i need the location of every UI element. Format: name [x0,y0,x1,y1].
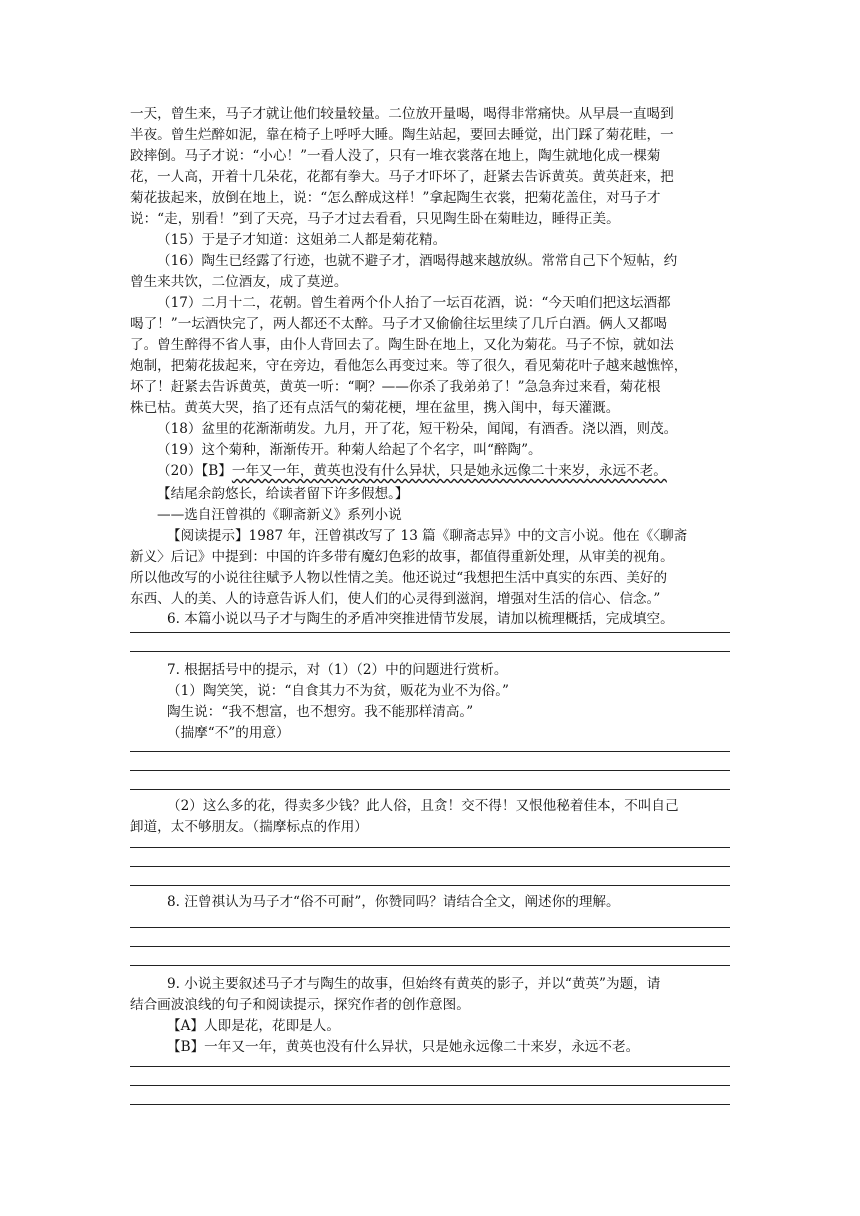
story-line: 坏了！赶紧去告诉黄英，黄英一听：“啊？——你杀了我弟弟了！”急急奔过来看，菊花根 [130,379,661,395]
reading-tip-line: 东西、人的美、人的诗意告诉人们，使人们的心灵得到滋润，增强对生活的信心、信念。” [130,591,661,607]
answer-line[interactable] [130,866,730,867]
reading-tip-line: 所以他改写的小说往往赋予人物以性情之美。他还说过“我想把生活中真实的东西、美好的 [130,570,668,586]
answer-line[interactable] [130,1085,730,1086]
question-8: 8. 汪曾祺认为马子才“俗不可耐”，你赞同吗？请结合全文，阐述你的理解。 [167,894,620,910]
story-line: 炮制，把菊花拔起来，守在旁边，看他怎么再变过来。等了很久，看见菊花叶子越来越憔悴， [130,358,688,374]
paragraph-19: （19）这个菊种，渐渐传开。种菊人给起了个名字，叫“醉陶”。 [157,442,542,458]
story-line: 了。曾生醉得不省人事，由仆人背回去了。陶生卧在地上，又化为菊花。马子不惊，就如法 [130,337,674,353]
answer-line[interactable] [130,965,730,966]
answer-line[interactable] [130,770,730,771]
story-line: 花，一人高，开着十几朵花，花都有拳大。马子才吓坏了，赶紧去告诉黄英。黄英赶来，把 [130,169,674,185]
question-9-item-a: 【A】人即是花，花即是人。 [167,1018,340,1034]
question-7-1-quote: 陶生说：“我不想富，也不想穷。我不能那样清高。” [167,704,474,720]
question-9: 结合画波浪线的句子和阅读提示，探究作者的创作意图。 [130,997,470,1013]
paragraph-20-marker: （20）【B】 [157,463,232,479]
story-line: 半夜。曾生烂醉如泥，靠在椅子上呼呼大睡。陶生站起，要回去睡觉，出门踩了菊花畦，一 [130,127,674,143]
question-6: 6. 本篇小说以马子才与陶生的矛盾冲突推进情节发展，请加以梳理概括，完成填空。 [167,611,674,627]
question-9: 9. 小说主要叙述马子才与陶生的故事，但始终有黄英的影子，并以“黄英”为题，请 [167,976,661,992]
question-7-2: 卸道，太不够朋友。（揣摩标点的作用） [130,819,368,835]
source-citation: ——选自汪曾祺的《聊斋新义》系列小说 [157,507,402,523]
answer-line[interactable] [130,751,730,752]
question-7-2: （2）这么多的花，得卖多少钱？此人俗，且贪！交不得！又恨他秘着佳本，不叫自己 [167,798,679,814]
ending-note: 【结尾余韵悠长，给读者留下许多假想。】 [157,486,409,502]
reading-tip-line: 【阅读提示】1987 年，汪曾祺改写了 13 篇《聊斋志异》中的文言小说。他在《〈聊斋 [167,528,688,544]
story-line: 说：“走，别看！”到了天亮，马子才过去看看，只见陶生卧在菊畦边，睡得正美。 [130,211,620,227]
answer-line[interactable] [130,885,730,886]
answer-line[interactable] [130,1104,730,1105]
story-line: 菊花拔起来，放倒在地上，说：“怎么醉成这样！”拿起陶生衣裳，把菊花盖住，对马子才 [130,190,661,206]
paragraph-18: （18）盆里的花渐渐萌发。九月，开了花，短干粉朵，闻闻，有酒香。浇以酒，则茂。 [157,421,678,437]
story-line: 株已枯。黄英大哭，掐了还有点活气的菊花梗，埋在盆里，携入闺中，每天灌溉。 [130,400,620,416]
answer-line[interactable] [130,1066,730,1067]
answer-line[interactable] [130,927,730,928]
question-7: 7. 根据括号中的提示，对（1）（2）中的问题进行赏析。 [167,662,508,678]
paragraph-17: （17）二月十二，花朝。曾生着两个仆人抬了一坛百花酒，说：“今天咱们把这坛酒都 [157,295,671,311]
question-7-1-quote: （1）陶笑笑，说：“自食其力不为贫，贩花为业不为俗。” [167,683,509,699]
question-7-1-hint: （揣摩“不”的用意） [167,725,290,741]
paragraph-20 [157,461,730,485]
paragraph-15: （15）于是子才知道：这姐弟二人都是菊花精。 [157,232,447,248]
answer-line[interactable] [130,946,730,947]
story-line: 曾生来共饮，二位酒友，成了莫逆。 [130,274,348,290]
answer-line[interactable] [130,847,730,848]
answer-line[interactable] [130,651,730,652]
answer-line[interactable] [130,789,730,790]
story-line: 跤摔倒。马子才说：“小心！”一看人没了，只有一堆衣裳落在地上，陶生就地化成一棵菊 [130,148,661,164]
paragraph-16: （16）陶生已经露了行迹，也就不避子才，酒喝得越来越放纵。常常自己下个短帖，约 [157,253,678,269]
question-9-item-b: 【B】一年又一年，黄英也没有什么异状，只是她永远像二十来岁，永远不老。 [167,1039,640,1055]
story-line: 喝了！”一坛酒快完了，两人都还不太醉。马子才又偷偷往坛里续了几斤白酒。俩人又都喝 [130,316,668,332]
reading-tip-line: 新义〉后记》中提到：中国的许多带有魔幻色彩的故事，都值得重新处理，从审美的视角。 [130,549,674,565]
wavy-underlined-sentence: 一年又一年，黄英也没有什么异状，只是她永远像二十来岁，永远不老。 [231,463,667,479]
answer-line[interactable] [130,632,730,633]
story-line: 一天，曾生来，马子才就让他们较量较量。二位放开量喝，喝得非常痛快。从早晨一直喝到 [130,106,674,122]
